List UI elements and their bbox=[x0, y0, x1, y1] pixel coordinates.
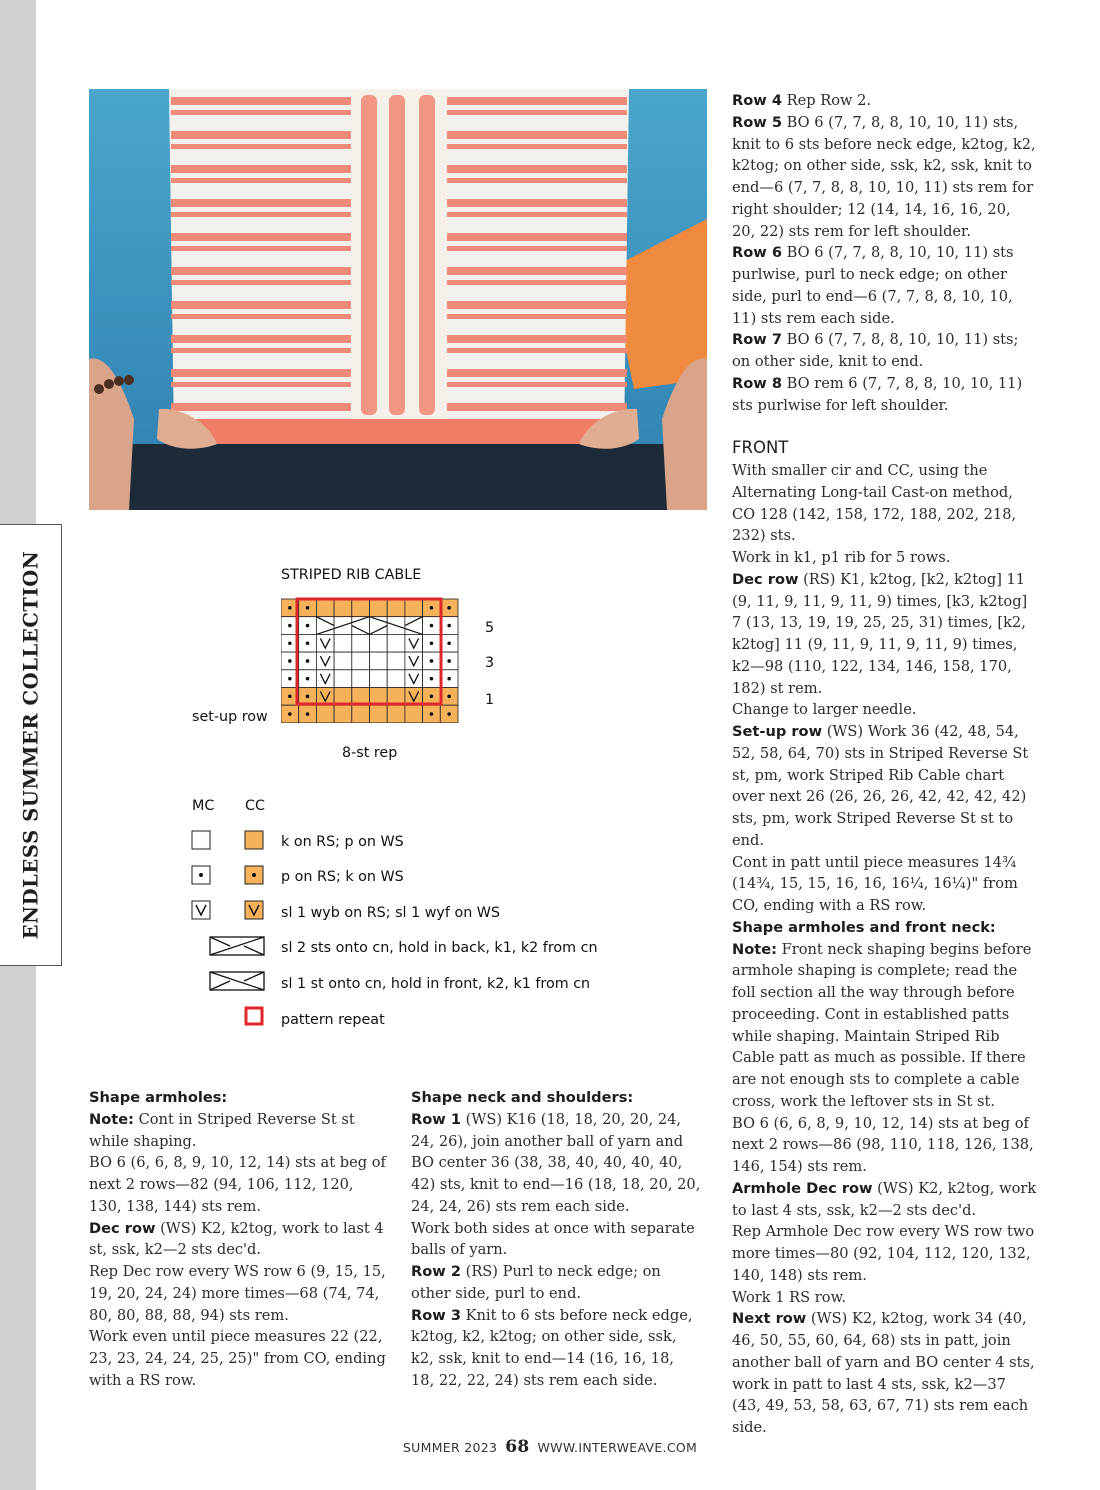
rep-label: 8-st rep bbox=[342, 745, 398, 761]
chart-cell bbox=[405, 599, 423, 617]
purl-dot bbox=[306, 659, 310, 663]
next-row-label: Next row bbox=[732, 1310, 807, 1328]
purl-dot bbox=[306, 677, 310, 681]
note-text: Cont in Striped Reverse St st while shaping. bbox=[89, 1110, 355, 1150]
bo-paragraph: BO 6 (6, 6, 8, 9, 10, 12, 14) sts at beg of next 2 rows—82 (94, 106, 112, 120, 130, 138, 144) sts rem. bbox=[89, 1154, 386, 1215]
purl-dot bbox=[288, 712, 292, 716]
purl-dot bbox=[430, 606, 434, 610]
collection-label: ENDLESS SUMMER COLLECTION bbox=[19, 550, 42, 940]
chart-cell bbox=[316, 705, 334, 723]
purl-dot bbox=[447, 677, 451, 681]
row-number-3: 3 bbox=[485, 655, 495, 671]
purl-dot bbox=[430, 712, 434, 716]
row6-label: Row 6 bbox=[732, 244, 782, 262]
chart-cell bbox=[316, 599, 334, 617]
footer-season: SUMMER 2023 bbox=[402, 1440, 498, 1455]
chart-cell bbox=[334, 652, 352, 670]
purl-dot bbox=[306, 712, 310, 716]
purl-dot bbox=[447, 606, 451, 610]
front-note-text: Front neck shaping begins before armhole shaping is complete; read the foll section all the way through before proceeding. Cont in established patts while shaping. Maintain Striped Rib Cable patt as much as possible. If there are not enough sts to complete a cable cross, work the leftover sts in St st. bbox=[732, 940, 1032, 1110]
setup-row-heading: Set-up row bbox=[732, 723, 823, 740]
row1-label: Row 1 bbox=[411, 1110, 461, 1128]
footer-url: WWW.INTERWEAVE.COM bbox=[537, 1440, 698, 1455]
chart-cell bbox=[370, 599, 388, 617]
purl-dot bbox=[430, 624, 434, 628]
next-row-text: (WS) K2, k2tog, work 34 (40, 46, 50, 55, 60, 64, 68) sts in patt, join another ball of yarn and BO center 4 sts, work in patt to last 4 sts, ssk, k2—37 (43, 49, 53, 58, 63, 67, 71) sts rem each side. bbox=[732, 1310, 1035, 1436]
purl-dot bbox=[447, 659, 451, 663]
chart-cell bbox=[352, 670, 370, 688]
needle-paragraph: Change to larger needle. bbox=[732, 701, 917, 719]
chart-cell bbox=[370, 670, 388, 688]
row1-text: (WS) K16 (18, 18, 20, 20, 24, 24, 26), join another ball of yarn and BO center 36 (38, 38, 40, 40, 40, 40, 42) sts, knit to end—16 (18, 18, 20, 20, 24, 24, 26) sts rem each side. bbox=[411, 1110, 701, 1215]
page-number: 68 bbox=[505, 1437, 530, 1457]
garment-photo bbox=[89, 89, 707, 510]
row7-label: Row 7 bbox=[732, 331, 782, 349]
chart-cell bbox=[352, 705, 370, 723]
purl-dot bbox=[430, 641, 434, 645]
rep-dec-paragraph: Rep Dec row every WS row 6 (9, 15, 15, 19, 20, 24, 24) more times—68 (74, 74, 80, 80, 88, 88, 94) sts rem. bbox=[89, 1263, 386, 1324]
row2-label: Row 2 bbox=[411, 1263, 461, 1280]
chart-cell bbox=[370, 634, 388, 652]
front-heading: FRONT bbox=[732, 438, 789, 458]
purl-dot bbox=[306, 624, 310, 628]
dec-row-text: (WS) K2, k2tog, work to last 4 st, ssk, k2—2 sts dec'd. bbox=[89, 1219, 384, 1259]
chart-cell bbox=[352, 634, 370, 652]
purl-dot bbox=[288, 606, 292, 610]
both-sides-paragraph: Work both sides at once with separate balls of yarn. bbox=[411, 1219, 695, 1259]
shape-armholes-front-heading: Shape armholes and front neck: bbox=[732, 918, 996, 936]
measure-paragraph: Cont in patt until piece measures 14¾ (14¾, 15, 15, 16, 16, 16¼, 16¼)" from CO, ending with a RS row. bbox=[732, 853, 1018, 914]
chart-cell bbox=[334, 705, 352, 723]
purl-dot bbox=[306, 606, 310, 610]
middle-column bbox=[411, 1087, 701, 1392]
row4-text: Rep Row 2. bbox=[781, 92, 872, 109]
purl-dot bbox=[447, 695, 451, 699]
page-footer bbox=[0, 1437, 1100, 1457]
row5-label: Row 5 bbox=[732, 113, 782, 131]
purl-dot bbox=[430, 677, 434, 681]
row2-text: (RS) Purl to neck edge; on other side, purl to end. bbox=[411, 1263, 661, 1302]
collection-tab bbox=[0, 524, 62, 966]
rib-paragraph: Work in k1, p1 rib for 5 rows. bbox=[732, 549, 951, 566]
chart-title: STRIPED RIB CABLE bbox=[281, 567, 422, 583]
chart-cell bbox=[387, 652, 405, 670]
row-number-5: 5 bbox=[485, 620, 495, 636]
purl-dot bbox=[288, 641, 292, 645]
legend-cc-label: CC bbox=[245, 798, 265, 814]
legend-mc-label: MC bbox=[192, 798, 215, 814]
front-dec-row-label: Dec row bbox=[732, 570, 799, 588]
armhole-dec-text: (WS) K2, k2tog, work to last 4 sts, ssk, k2—2 sts dec'd. bbox=[732, 1179, 1037, 1219]
chart-cell bbox=[334, 634, 352, 652]
note-label: Note: bbox=[89, 1110, 134, 1128]
legend-knit: k on RS; p on WS bbox=[281, 834, 404, 850]
row8-label: Row 8 bbox=[732, 374, 782, 392]
photo-illustration bbox=[89, 89, 707, 510]
front-bo-paragraph: BO 6 (6, 6, 8, 9, 10, 12, 14) sts at beg of next 2 rows—86 (98, 110, 118, 126, 138, 146, 154) sts rem. bbox=[732, 1114, 1034, 1175]
purl-dot bbox=[447, 712, 451, 716]
chart-cell bbox=[387, 670, 405, 688]
armhole-dec-label: Armhole Dec row bbox=[732, 1179, 873, 1197]
purl-dot bbox=[288, 659, 292, 663]
chart-cell bbox=[370, 705, 388, 723]
purl-dot bbox=[430, 695, 434, 699]
legend-symbols bbox=[190, 827, 270, 1037]
stitch-chart bbox=[281, 597, 461, 723]
purl-dot bbox=[288, 624, 292, 628]
chart-cell bbox=[387, 705, 405, 723]
chart-cell bbox=[352, 599, 370, 617]
setup-row-label: set-up row bbox=[192, 709, 268, 725]
legend-repeat: pattern repeat bbox=[281, 1012, 385, 1028]
chart-cell bbox=[405, 705, 423, 723]
legend-slip: sl 1 wyb on RS; sl 1 wyf on WS bbox=[281, 905, 501, 921]
work-even-paragraph: Work even until piece measures 22 (22, 23, 23, 24, 24, 25, 25)" from CO, ending with a RS row. bbox=[89, 1328, 386, 1389]
chart-cell bbox=[352, 652, 370, 670]
chart-cell bbox=[334, 670, 352, 688]
row7-text: BO 6 (7, 7, 8, 8, 10, 10, 11) sts; on other side, knit to end. bbox=[732, 331, 1019, 370]
left-column bbox=[89, 1087, 389, 1392]
legend-purl: p on RS; k on WS bbox=[281, 869, 404, 885]
chart-cell bbox=[387, 599, 405, 617]
row-number-1: 1 bbox=[485, 692, 495, 708]
row4-label: Row 4 bbox=[732, 92, 782, 109]
shape-armholes-heading: Shape armholes: bbox=[89, 1089, 228, 1106]
purl-dot bbox=[447, 641, 451, 645]
row3-text: Knit to 6 sts before neck edge, k2tog, k2, k2tog; on other side, ssk, k2, ssk, knit to end—14 (16, 16, 18, 18, 22, 22, 24) sts rem each side. bbox=[411, 1306, 693, 1389]
dec-row-label: Dec row bbox=[89, 1219, 156, 1237]
row5-text: BO 6 (7, 7, 8, 8, 10, 10, 11) sts, knit to 6 sts before neck edge, k2tog, k2, k2tog; on other side, ssk, k2, ssk, knit to end—6 (7, 7, 8, 8, 10, 10, 11) sts rem for right shoulder; 12 (14, 14, 16, 16, 20, 20, 22) sts rem for left shoulder. bbox=[732, 113, 1036, 240]
work-rs-paragraph: Work 1 RS row. bbox=[732, 1288, 846, 1306]
row3-label: Row 3 bbox=[411, 1306, 461, 1324]
front-note-label: Note: bbox=[732, 940, 777, 958]
purl-dot bbox=[288, 695, 292, 699]
cast-on-paragraph: With smaller cir and CC, using the Alternating Long-tail Cast-on method, CO 128 (142, 158, 172, 188, 202, 218, 232) sts. bbox=[732, 462, 1017, 545]
legend-right-cross: sl 2 sts onto cn, hold in back, k1, k2 from cn bbox=[281, 940, 598, 956]
row8-text: BO rem 6 (7, 7, 8, 8, 10, 10, 11) sts purlwise for left shoulder. bbox=[732, 374, 1023, 414]
shape-neck-heading: Shape neck and shoulders: bbox=[411, 1089, 634, 1106]
rep-armhole-paragraph: Rep Armhole Dec row every WS row two more times—80 (92, 104, 112, 120, 132, 140, 148) sts rem. bbox=[732, 1223, 1035, 1284]
chart-cell bbox=[387, 634, 405, 652]
chart-cell bbox=[334, 599, 352, 617]
purl-dot bbox=[306, 695, 310, 699]
setup-row-text: (WS) Work 36 (42, 48, 54, 52, 58, 64, 70) sts in Striped Reverse St st, pm, work Striped Rib Cable chart over next 26 (26, 26, 26, 42, 42, 42, 42) sts, pm, work Striped Reverse St st to end. bbox=[732, 723, 1029, 849]
purl-dot bbox=[288, 677, 292, 681]
row6-text: BO 6 (7, 7, 8, 8, 10, 10, 11) sts purlwise, purl to neck edge; on other side, purl to end—6 (7, 7, 8, 8, 10, 10, 11) sts rem each side. bbox=[732, 244, 1014, 327]
purl-dot bbox=[447, 624, 451, 628]
chart-cell bbox=[370, 652, 388, 670]
legend-left-cross: sl 1 st onto cn, hold in front, k2, k1 from cn bbox=[281, 976, 591, 992]
front-dec-row-text: (RS) K1, k2tog, [k2, k2tog] 11 (9, 11, 9, 11, 9, 11, 9) times, [k3, k2tog] 7 (13, 13, 19, 19, 25, 25, 31) times, [k2, k2tog] 11 (9, 11, 9, 11, 9, 11, 9) times, k2—98 (110, 122, 134, 146, 158, 170, 182) st rem. bbox=[732, 570, 1028, 697]
purl-dot bbox=[430, 659, 434, 663]
right-column bbox=[732, 90, 1037, 1439]
purl-dot bbox=[306, 641, 310, 645]
